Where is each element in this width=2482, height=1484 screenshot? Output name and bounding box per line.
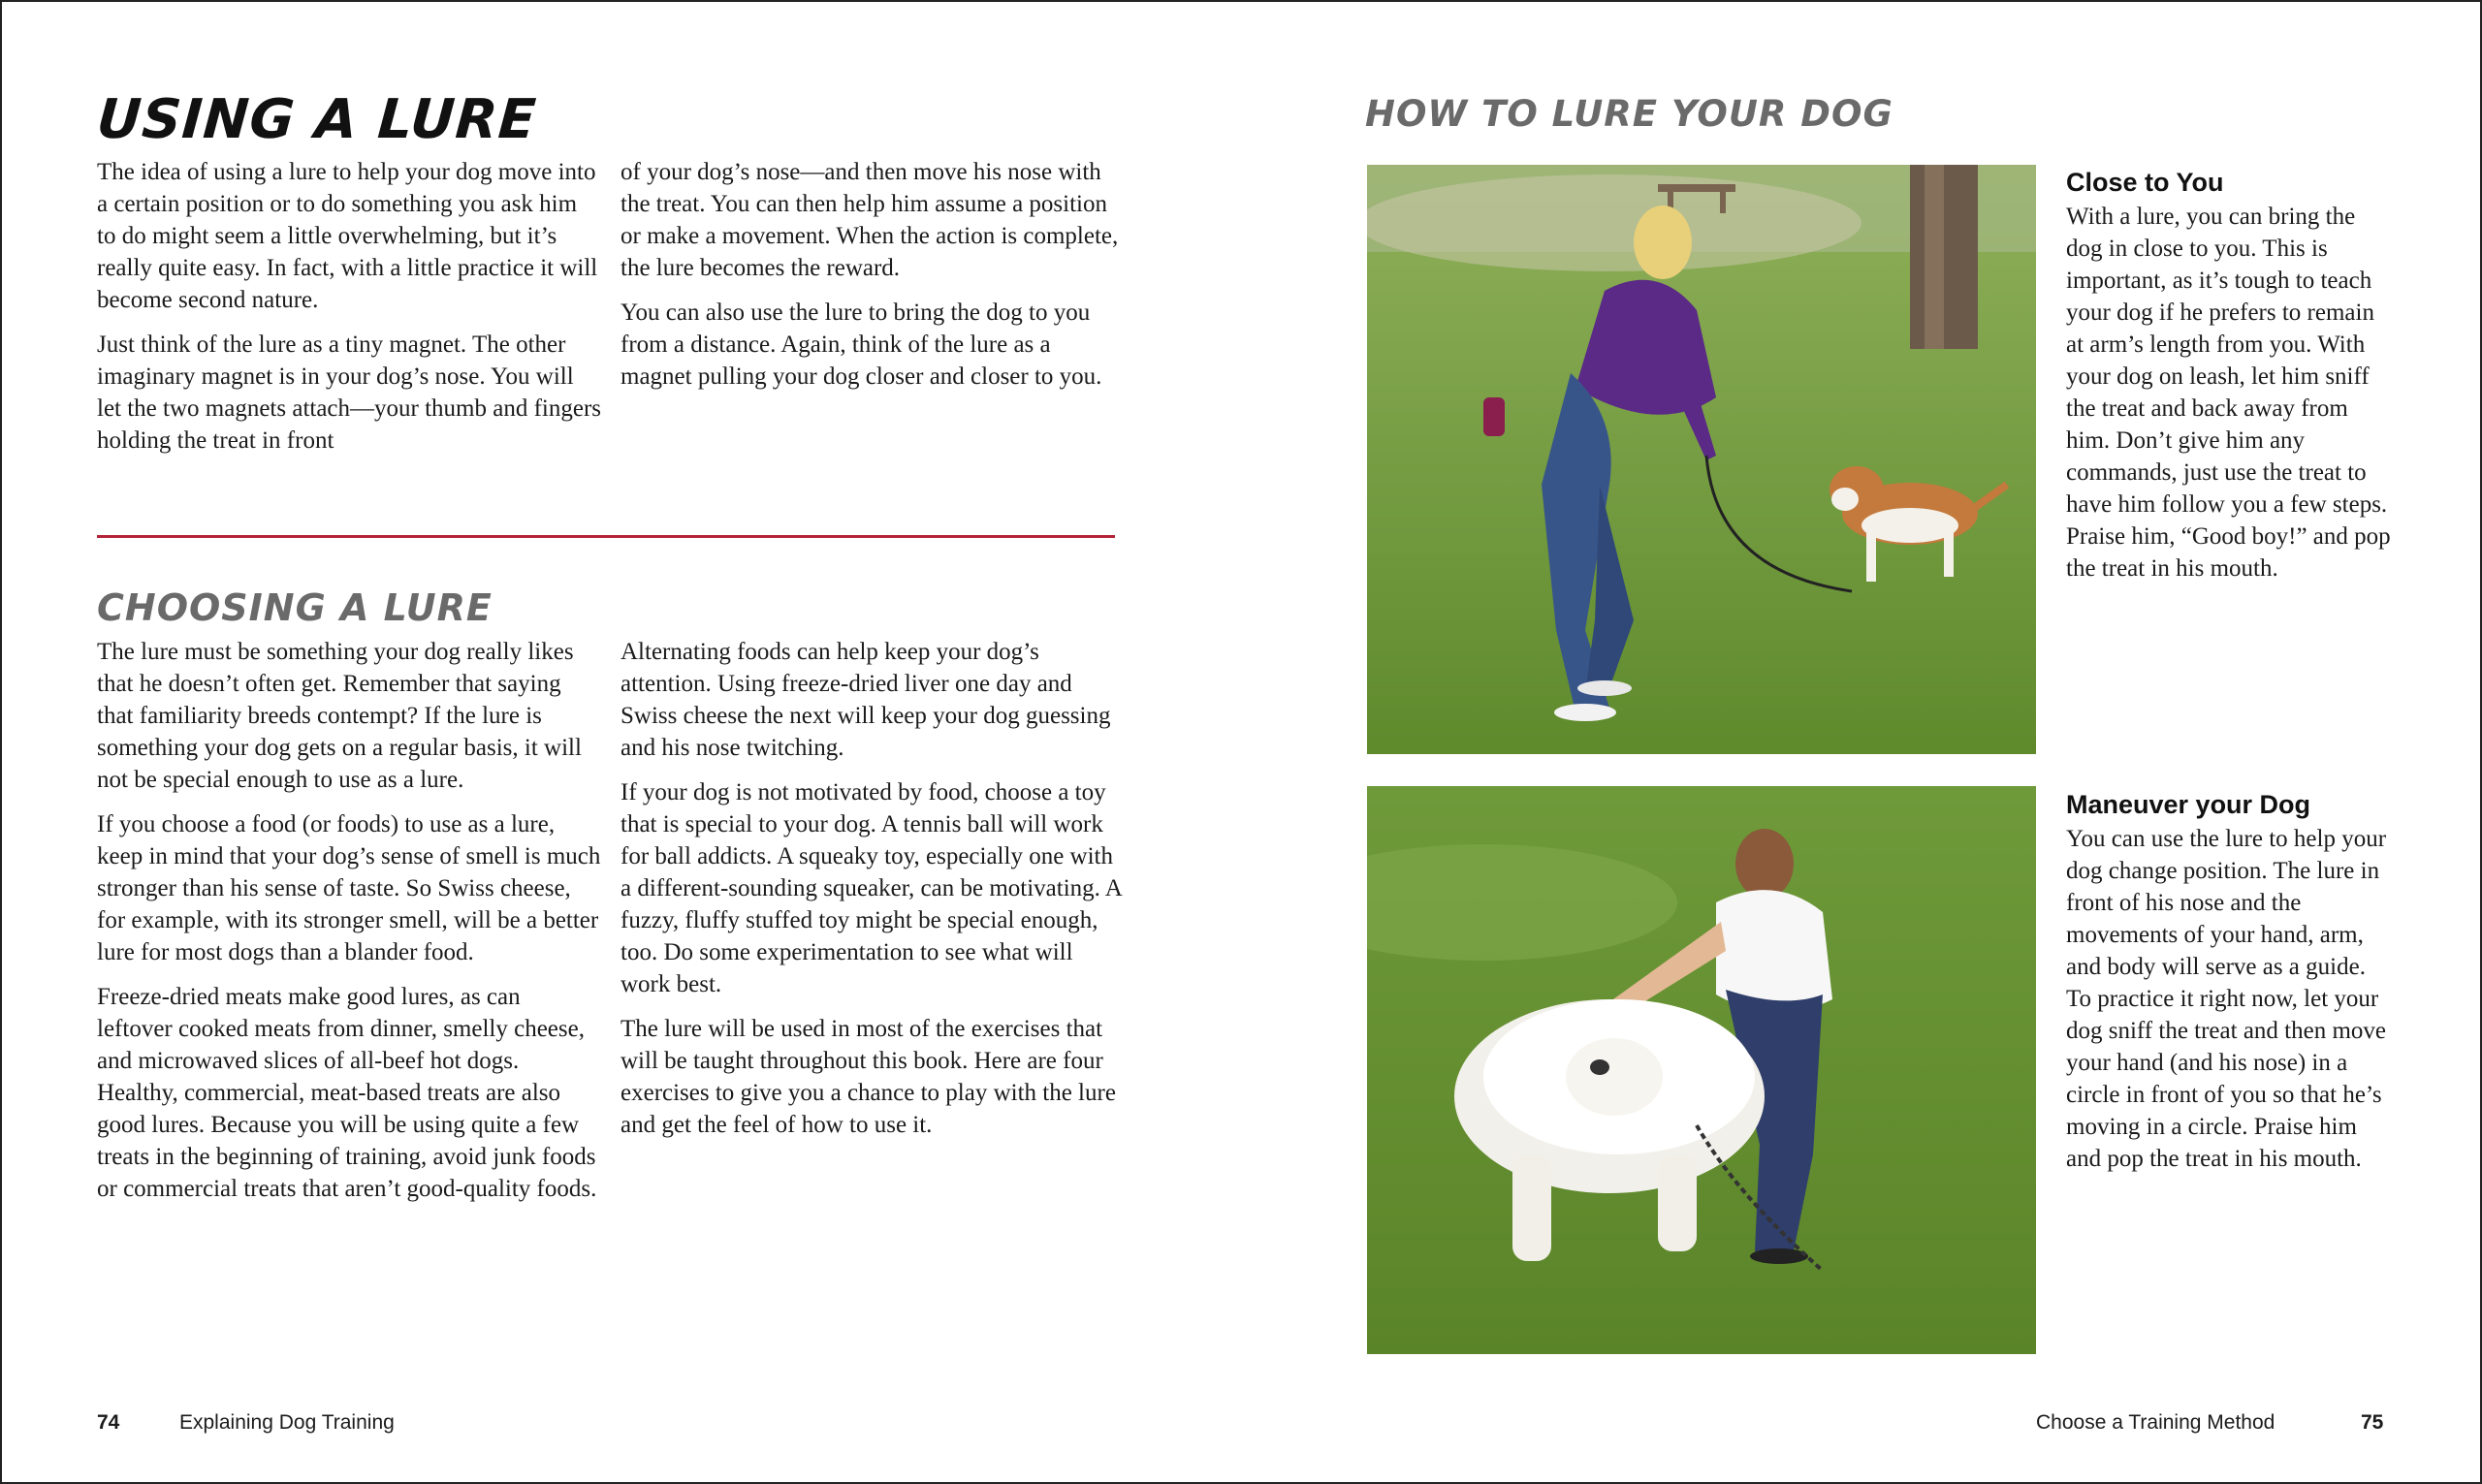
intro-column-1 [97, 156, 601, 469]
sidebar-text: You can use the lure to help your dog change position. The lure in front of his nose and the movements of your hand, arm, and body will serve as a guide. To practice it right now, let your dog sniff the treat and then move your hand (and his nose) in a circle in front of you so that he’s moving in a circle. Praise him and pop the treat in his mouth. [2066, 826, 2387, 1172]
paragraph: Freeze-dried meats make good lures, as can leftover cooked meats from dinner, smelly cheese, and microwaved slices of all-beef hot dogs. Healthy, commercial, meat-based treats are also good lures. Because you will be using quite a few treats in the beginning of training, avoid junk foods or commercial treats that aren’t good-quality foods. [97, 984, 597, 1202]
page-number-left: 74 [97, 1411, 120, 1434]
section-divider [97, 535, 1115, 538]
sidebar-maneuver-your-dog [2066, 788, 2396, 1175]
choosing-column-2 [620, 636, 1125, 1153]
choosing-column-1 [97, 636, 601, 1217]
running-head-right: Choose a Training Method [2036, 1411, 2275, 1434]
photo-woman-luring-beagle [1367, 165, 2036, 754]
paragraph: Alternating foods can help keep your dog’s attention. Using freeze-dried liver one day and Swiss cheese the next will keep your dog guessing and his nose twitching. [620, 639, 1111, 761]
intro-column-2 [620, 156, 1125, 405]
paragraph: You can also use the lure to bring the dog to you from a distance. Again, think of the lure as a magnet pulling your dog closer and closer to you. [620, 300, 1102, 390]
paragraph: If your dog is not motivated by food, choose a toy that is special to your dog. A tennis ball will work for ball addicts. A squeaky toy, especially one with a different-sounding squeaker, can be motivating. A fuzzy, fluffy stuffed toy might be special enough, too. Do some experimentation to see what will work best. [620, 779, 1122, 997]
sidebar-heading: Maneuver your Dog [2066, 790, 2311, 819]
page-number-right: 75 [2361, 1411, 2384, 1434]
section-title: HOW TO LURE YOUR DOG [1365, 93, 1893, 135]
paragraph: If you choose a food (or foods) to use as a lure, keep in mind that your dog’s sense of smell is much stronger than his sense of taste. So Swiss cheese, for example, with its stronger smell, will be a better lure for most dogs than a blander food. [97, 811, 601, 965]
sidebar-close-to-you [2066, 166, 2396, 584]
paragraph: The idea of using a lure to help your dog move into a certain position or to do something you ask him to do might seem a little overwhelming, but it’s really quite easy. In fact, with a little practice it will become second nature. [97, 159, 598, 313]
paragraph: Just think of the lure as a tiny magnet. The other imaginary magnet is in your dog’s nose. You will let the two magnets attach—your thumb and fingers holding the treat in front [97, 332, 602, 454]
running-head-left: Explaining Dog Training [179, 1411, 395, 1434]
paragraph: of your dog’s nose—and then move his nose with the treat. You can then help him assume a position or make a movement. When the action is complete, the lure becomes the reward. [620, 159, 1119, 281]
section-title: CHOOSING A LURE [97, 586, 493, 629]
paragraph: The lure will be used in most of the exercises that will be taught throughout this book. Here are four exercises to give you a chance to play with the lure and get the feel of how to use it. [620, 1016, 1116, 1138]
page-title: USING A LURE [94, 88, 539, 151]
sidebar-text: With a lure, you can bring the dog in close to you. This is important, as it’s tough to teach your dog if he prefers to remain at arm’s length from you. With your dog on leash, let him sniff the treat and back away from him. Don’t give him any commands, just use the treat to have him follow you a few steps. Praise him, “Good boy!” and pop the treat in his mouth. [2066, 204, 2391, 582]
photo-woman-maneuvering-white-dog [1367, 786, 2036, 1354]
paragraph: The lure must be something your dog really likes that he doesn’t often get. Remember that saying that familiarity breeds contempt? If the lure is something your dog gets on a regular basis, it will not be special enough to use as a lure. [97, 639, 582, 793]
sidebar-heading: Close to You [2066, 168, 2224, 197]
